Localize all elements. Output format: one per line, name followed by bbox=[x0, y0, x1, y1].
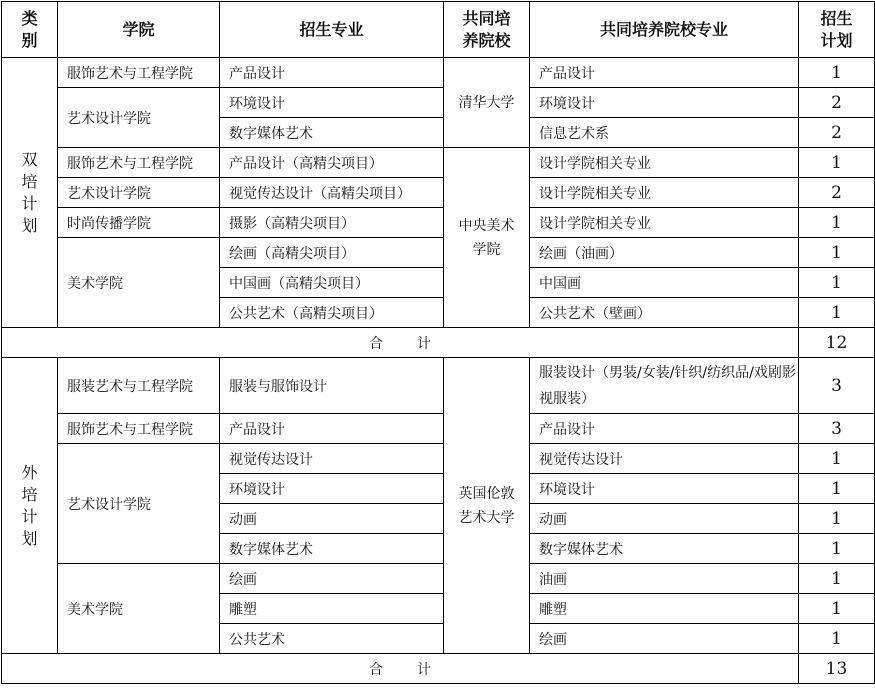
total-row bbox=[2, 654, 875, 684]
plan-cell: 1 bbox=[799, 298, 875, 328]
college-cell: 时尚传播学院 bbox=[58, 208, 220, 238]
college-cell: 美术学院 bbox=[58, 564, 220, 654]
major-cell: 数字媒体艺术 bbox=[220, 534, 444, 564]
major-cell: 绘画 bbox=[220, 564, 444, 594]
college-cell: 艺术设计学院 bbox=[58, 88, 220, 148]
table-row bbox=[2, 208, 875, 238]
plan-cell: 3 bbox=[799, 358, 875, 414]
partner-major-cell: 绘画 bbox=[530, 624, 799, 654]
major-cell: 服装与服饰设计 bbox=[220, 358, 444, 414]
header-major: 招生专业 bbox=[220, 2, 444, 58]
partner-major-cell: 产品设计 bbox=[530, 58, 799, 88]
plan-cell: 1 bbox=[799, 564, 875, 594]
header-category: 类别 bbox=[2, 2, 58, 58]
major-cell: 产品设计 bbox=[220, 414, 444, 444]
major-cell: 雕塑 bbox=[220, 594, 444, 624]
major-cell: 环境设计 bbox=[220, 88, 444, 118]
table-row bbox=[2, 358, 875, 414]
header-college: 学院 bbox=[58, 2, 220, 58]
table-row bbox=[2, 58, 875, 88]
major-cell: 绘画（高精尖项目） bbox=[220, 238, 444, 268]
category-external: 外培计划 bbox=[2, 358, 58, 654]
plan-cell: 3 bbox=[799, 414, 875, 444]
major-cell: 视觉传达设计 bbox=[220, 444, 444, 474]
plan-cell: 2 bbox=[799, 118, 875, 148]
category-dual: 双培计划 bbox=[2, 58, 58, 328]
header-partner: 共同培养院校 bbox=[444, 2, 530, 58]
header-row bbox=[2, 2, 875, 58]
partner-major-cell: 油画 bbox=[530, 564, 799, 594]
partner-major-cell: 设计学院相关专业 bbox=[530, 178, 799, 208]
major-cell: 产品设计（高精尖项目） bbox=[220, 148, 444, 178]
header-plan: 招生计划 bbox=[799, 2, 875, 58]
partner-major-cell: 环境设计 bbox=[530, 474, 799, 504]
plan-cell: 1 bbox=[799, 504, 875, 534]
major-cell: 产品设计 bbox=[220, 58, 444, 88]
partner-cell: 中央美术学院 bbox=[444, 148, 530, 328]
major-cell: 数字媒体艺术 bbox=[220, 118, 444, 148]
total-label-b: 计 bbox=[417, 661, 431, 678]
header-partner-major: 共同培养院校专业 bbox=[530, 2, 799, 58]
partner-major-cell: 中国画 bbox=[530, 268, 799, 298]
plan-cell: 1 bbox=[799, 148, 875, 178]
college-cell: 艺术设计学院 bbox=[58, 178, 220, 208]
major-cell: 环境设计 bbox=[220, 474, 444, 504]
partner-major-cell: 绘画（油画） bbox=[530, 238, 799, 268]
partner-major-cell: 设计学院相关专业 bbox=[530, 148, 799, 178]
plan-cell: 1 bbox=[799, 58, 875, 88]
college-cell: 艺术设计学院 bbox=[58, 444, 220, 564]
total-value: 13 bbox=[799, 654, 875, 684]
major-cell: 公共艺术（高精尖项目） bbox=[220, 298, 444, 328]
total-label-b: 计 bbox=[417, 335, 431, 352]
college-cell: 服饰艺术与工程学院 bbox=[58, 148, 220, 178]
partner-major-cell: 设计学院相关专业 bbox=[530, 208, 799, 238]
partner-major-cell: 环境设计 bbox=[530, 88, 799, 118]
plan-cell: 1 bbox=[799, 444, 875, 474]
partner-major-cell: 产品设计 bbox=[530, 414, 799, 444]
table-row bbox=[2, 178, 875, 208]
partner-major-cell: 视觉传达设计 bbox=[530, 444, 799, 474]
partner-major-cell: 雕塑 bbox=[530, 594, 799, 624]
plan-cell: 1 bbox=[799, 238, 875, 268]
partner-major-cell: 服装设计（男装/女装/针织/纺织品/戏剧影视服装） bbox=[530, 358, 799, 414]
college-cell: 美术学院 bbox=[58, 238, 220, 328]
plan-cell: 1 bbox=[799, 268, 875, 298]
total-label bbox=[2, 654, 799, 684]
major-cell: 摄影（高精尖项目） bbox=[220, 208, 444, 238]
partner-major-cell: 动画 bbox=[530, 504, 799, 534]
partner-major-cell: 数字媒体艺术 bbox=[530, 534, 799, 564]
table-row bbox=[2, 414, 875, 444]
enrollment-plan-table bbox=[1, 1, 875, 684]
table-row bbox=[2, 564, 875, 594]
plan-cell: 2 bbox=[799, 88, 875, 118]
plan-cell: 1 bbox=[799, 624, 875, 654]
table-row bbox=[2, 444, 875, 474]
plan-cell: 1 bbox=[799, 534, 875, 564]
table-row bbox=[2, 88, 875, 118]
partner-major-cell: 信息艺术系 bbox=[530, 118, 799, 148]
total-label-a: 合 bbox=[369, 335, 383, 352]
table-row bbox=[2, 238, 875, 268]
total-label-a: 合 bbox=[369, 661, 383, 678]
plan-cell: 2 bbox=[799, 178, 875, 208]
total-row bbox=[2, 328, 875, 358]
partner-major-cell: 公共艺术（壁画） bbox=[530, 298, 799, 328]
major-cell: 中国画（高精尖项目） bbox=[220, 268, 444, 298]
total-value: 12 bbox=[799, 328, 875, 358]
college-cell: 服装艺术与工程学院 bbox=[58, 358, 220, 414]
major-cell: 动画 bbox=[220, 504, 444, 534]
college-cell: 服饰艺术与工程学院 bbox=[58, 414, 220, 444]
partner-cell: 清华大学 bbox=[444, 58, 530, 148]
college-cell: 服饰艺术与工程学院 bbox=[58, 58, 220, 88]
major-cell: 公共艺术 bbox=[220, 624, 444, 654]
partner-cell: 英国伦敦艺术大学 bbox=[444, 358, 530, 654]
plan-cell: 1 bbox=[799, 208, 875, 238]
table-row bbox=[2, 148, 875, 178]
plan-cell: 1 bbox=[799, 594, 875, 624]
major-cell: 视觉传达设计（高精尖项目） bbox=[220, 178, 444, 208]
total-label bbox=[2, 328, 799, 358]
plan-cell: 1 bbox=[799, 474, 875, 504]
